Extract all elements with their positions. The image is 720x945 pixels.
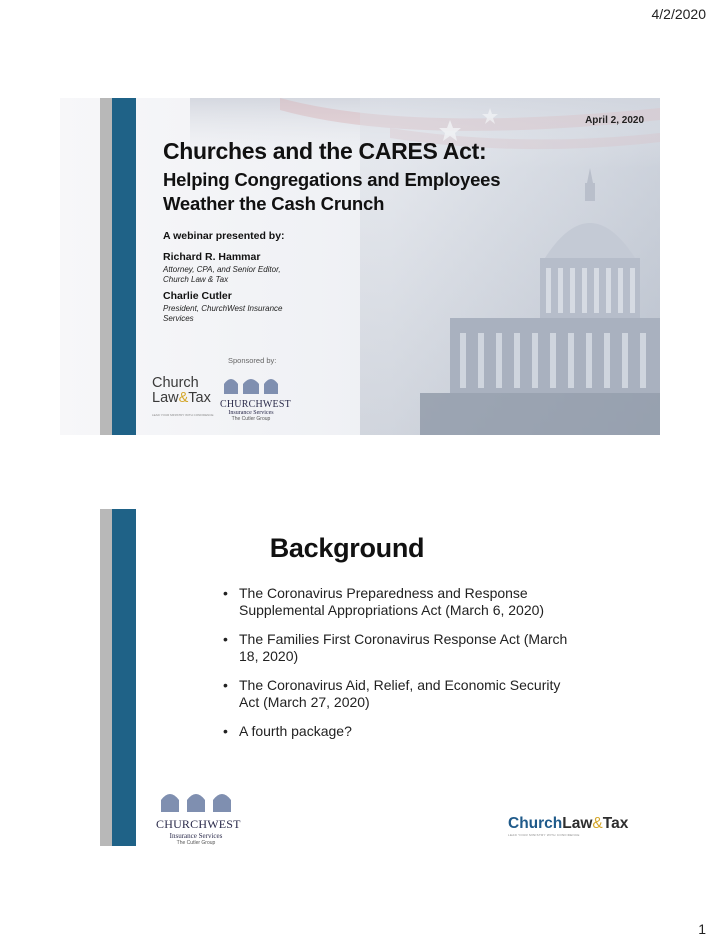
logo-text-tax: Tax xyxy=(602,815,629,832)
churchwest-name: CHURCHWEST xyxy=(156,817,241,831)
slide-title: Churches and the CARES Act: xyxy=(163,138,487,164)
churchwest-name: CHURCHWEST xyxy=(220,399,291,410)
subtitle-line-1: Helping Congregations and Employees xyxy=(163,169,501,190)
bullet-list xyxy=(223,585,583,752)
speaker-title: Attorney, CPA, and Senior Editor, Church Law & Tax xyxy=(163,265,281,284)
church-law-tax-logo xyxy=(508,815,628,837)
accent-bar-blue xyxy=(112,509,136,846)
churchwest-arches-icon xyxy=(157,790,235,812)
churchwest-sub: Insurance Services xyxy=(169,832,223,840)
logo-text-tax: Tax xyxy=(188,390,211,406)
subtitle-line-2: Weather the Cash Crunch xyxy=(163,193,385,214)
slide-date: April 2, 2020 xyxy=(585,115,644,126)
accent-bar-blue xyxy=(112,98,136,435)
speaker-name: Charlie Cutler xyxy=(163,290,232,302)
page-number: 1 xyxy=(698,921,706,937)
logo-text-law: Law xyxy=(562,815,593,832)
bullet-item: • The Families First Coronavirus Response Act (March 18, 2020) xyxy=(223,631,583,665)
accent-bar-gray xyxy=(100,98,112,435)
presented-by-label: A webinar presented by: xyxy=(163,230,285,242)
page-header-date: 4/2/2020 xyxy=(651,6,706,22)
logo-tagline: LEAD YOUR MINISTRY WITH CONFIDENCE xyxy=(508,833,580,837)
speaker-title: President, ChurchWest Insurance Services xyxy=(163,304,283,323)
slide-subtitle xyxy=(163,168,500,216)
accent-bar-gray xyxy=(100,509,112,846)
background-slide xyxy=(60,509,660,846)
churchwest-group: The Cutler Group xyxy=(231,416,271,422)
logo-text-amp: & xyxy=(178,390,189,406)
logo-text-church: Church xyxy=(152,375,199,391)
title-slide xyxy=(60,98,660,435)
churchwest-sub: Insurance Services xyxy=(228,410,274,416)
churchwest-arches-icon xyxy=(221,376,281,394)
logo-text-law: Law xyxy=(152,390,179,406)
logo-text-amp: & xyxy=(592,815,603,832)
slide-title: Background xyxy=(269,533,425,563)
churchwest-group: The Cutler Group xyxy=(176,840,216,846)
bullet-item: • The Coronavirus Preparedness and Response Supplemental Appropriations Act (March 6, 2020) xyxy=(223,585,583,619)
logo-tagline: LEAD YOUR MINISTRY WITH CONFIDENCE xyxy=(152,413,214,417)
churchwest-logo xyxy=(156,790,241,846)
logo-text-church: Church xyxy=(508,815,563,832)
sponsored-by-label: Sponsored by: xyxy=(228,356,277,365)
speaker-name: Richard R. Hammar xyxy=(163,251,261,263)
church-law-tax-logo xyxy=(152,376,214,423)
bullet-item: • A fourth package? xyxy=(223,723,583,740)
bullet-item: • The Coronavirus Aid, Relief, and Economic Security Act (March 27, 2020) xyxy=(223,677,583,711)
churchwest-logo xyxy=(220,376,291,422)
